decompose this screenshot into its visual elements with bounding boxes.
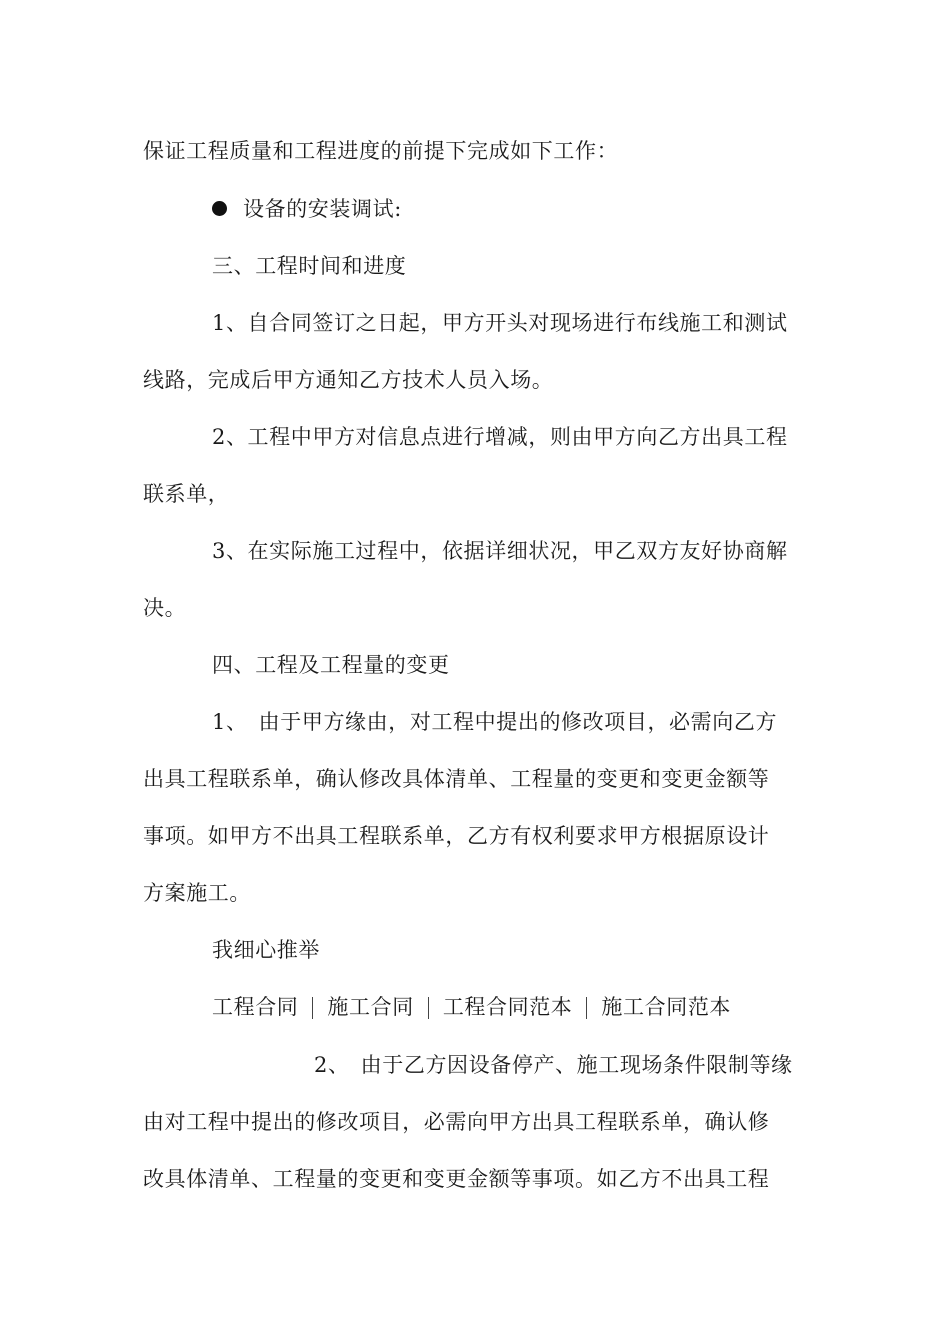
related-links	[212, 993, 731, 1021]
paragraph-line: 联系单，	[143, 482, 230, 506]
bullet-icon	[212, 201, 227, 216]
recommend-heading: 我细心推举	[212, 938, 320, 962]
section-heading: 四、工程及工程量的变更	[212, 653, 450, 677]
link-separator	[428, 997, 429, 1019]
related-link-construction-contract-template[interactable]: 施工合同范本	[601, 995, 732, 1019]
link-separator	[586, 997, 587, 1019]
paragraph-line: 决。	[143, 596, 187, 620]
paragraph-line: 保证工程质量和工程进度的前提下完成如下工作：	[143, 139, 619, 163]
bullet-item	[212, 195, 402, 223]
related-link-engineering-contract[interactable]: 工程合同	[212, 995, 299, 1019]
paragraph-line: 1、 由于甲方缘由，对工程中提出的修改项目，必需向乙方	[212, 710, 778, 734]
paragraph-line: 出具工程联系单，确认修改具体清单、工程量的变更和变更金额等	[143, 767, 770, 791]
paragraph-line: 改具体清单、工程量的变更和变更金额等事项。如乙方不出具工程	[143, 1167, 770, 1191]
link-separator	[312, 997, 313, 1019]
paragraph-line: 方案施工。	[143, 881, 251, 905]
section-heading: 三、工程时间和进度	[212, 254, 407, 278]
paragraph-line: 事项。如甲方不出具工程联系单，乙方有权利要求甲方根据原设计	[143, 824, 770, 848]
paragraph-line: 线路，完成后甲方通知乙方技术人员入场。	[143, 368, 554, 392]
paragraph-line: 3、在实际施工过程中，依据详细状况，甲乙双方友好协商解	[212, 539, 788, 563]
paragraph-line: 2、 由于乙方因设备停产、施工现场条件限制等缘	[314, 1053, 793, 1077]
related-link-construction-contract[interactable]: 施工合同	[327, 995, 414, 1019]
paragraph-line: 1、自合同签订之日起，甲方开头对现场进行布线施工和测试	[212, 311, 788, 335]
paragraph-line: 2、工程中甲方对信息点进行增减，则由甲方向乙方出具工程	[212, 425, 788, 449]
related-link-engineering-contract-template[interactable]: 工程合同范本	[442, 995, 573, 1019]
bullet-text: 设备的安装调试:	[243, 197, 402, 221]
paragraph-line: 由对工程中提出的修改项目，必需向甲方出具工程联系单，确认修	[143, 1110, 770, 1134]
